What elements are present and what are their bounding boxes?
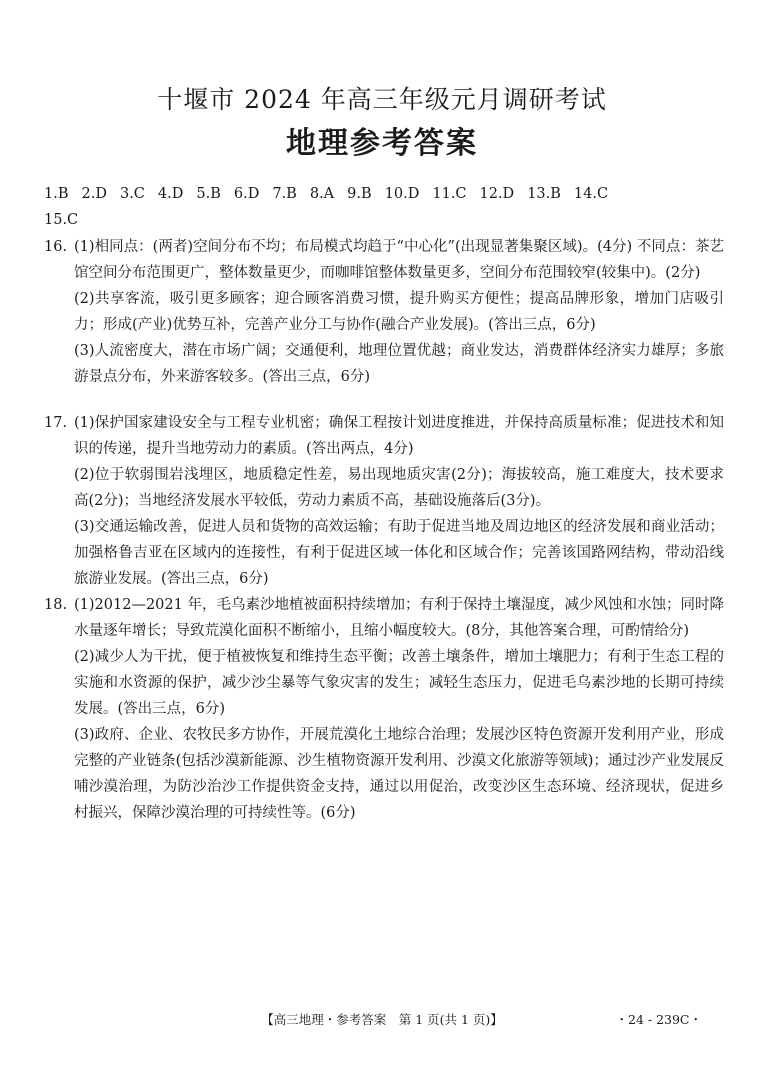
mc-answer: 13.B [527, 186, 561, 202]
mc-answer: 2.D [81, 186, 107, 202]
mc-answer: 3.C [119, 186, 145, 202]
mc-line-1 [44, 181, 621, 207]
page-subtitle: 地理参考答案 [286, 126, 478, 161]
mc-answer: 1.B [44, 186, 69, 202]
page-title: 十堰市 2024 年高三年级元月调研考试 [157, 85, 607, 114]
answer-part: (2)共享客流，吸引更多顾客；迎合顾客消费习惯，提升购买方便性；提高品牌形象，增加门店吸引力；形成(产业)优势互补，完善产业分工与协作(融合产业发展)。(答出三点，6分) [74, 291, 724, 333]
mc-answer: 9.B [347, 186, 372, 202]
question-18 [44, 592, 724, 826]
answer-part: (2)位于软弱围岩浅埋区，地质稳定性差，易出现地质灾害(2分)；海拔较高，施工难度大，技术要求高(2分)；当地经济发展水平较低，劳动力素质不高，基础设施落后(3分)。 [74, 467, 724, 509]
answer-part: (3)人流密度大，潜在市场广阔；交通便利，地理位置优越；商业发达，消费群体经济实力雄厚；多旅游景点分布，外来游客较多。(答出三点，6分) [74, 343, 724, 385]
answer-part: (1)2012—2021 年，毛乌素沙地植被面积持续增加；有利于保持土壤湿度，减少风蚀和水蚀；同时降水量逐年增长；导致荒漠化面积不断缩小，且缩小幅度较大。(8分，其他答案合理，可酌情给分) [74, 597, 724, 639]
answer-part: (3)交通运输改善，促进人员和货物的高效运输；有助于促进当地及周边地区的经济发展和商业活动；加强格鲁吉亚在区域内的连接性，有利于促进区域一体化和区域合作；完善该国路网结构，带动沿线旅游业发展。(答出三点，6分) [74, 519, 724, 587]
question-number: 16. [44, 239, 68, 255]
question-number: 17. [44, 415, 68, 431]
mc-answer: 12.D [479, 186, 515, 202]
mc-answer: 4.D [157, 186, 184, 202]
mc-line-2 [44, 207, 621, 233]
mc-answer: 10.D [384, 186, 420, 202]
answer-part: (2)减少人为干扰，便于植被恢复和维持生态平衡；改善土壤条件，增加土壤肥力；有利于生态工程的实施和水资源的保护，减少沙尘暴等气象灾害的发生；减轻生态压力，促进毛乌素沙地的长期可持续发展。(答出三点，6分) [74, 649, 724, 717]
question-17 [44, 410, 724, 592]
mc-answer: 11.C [432, 186, 467, 202]
mc-answer: 15.C [44, 212, 79, 228]
answer-part: (1)相同点：(两者)空间分布不均；布局模式均趋于“中心化”(出现显著集聚区域)。(4分) 不同点：茶艺馆空间分布范围更广，整体数量更少，而咖啡馆整体数量更多，空间分布范围较窄(较集中)。(2分) [74, 239, 724, 281]
mc-answer: 5.B [196, 186, 221, 202]
mc-answer: 7.B [272, 186, 297, 202]
question-16 [44, 234, 724, 390]
mc-answer: 14.C [573, 186, 609, 202]
footer-code: ・24 - 239C・ [615, 1012, 702, 1027]
answer-part: (1)保护国家建设安全与工程专业机密；确保工程按计划进度推进，并保持高质量标准；促进技术和知识的传递，提升当地劳动力的素质。(答出两点，4分) [74, 415, 724, 457]
answer-part: (3)政府、企业、农牧民多方协作，开展荒漠化土地综合治理；发展沙区特色资源开发利用产业，形成完整的产业链条(包括沙漠新能源、沙生植物资源开发利用、沙漠文化旅游等领域)；通过沙产业发展反哺沙漠治理，为防沙治沙工作提供资金支持，通过以用促治，改变沙区生态环境、经济现状，促进乡村振兴，保障沙漠治理的可持续性等。(6分) [74, 727, 724, 821]
footer-page-info: 【高三地理・参考答案 第 1 页(共 1 页)】 [261, 1012, 503, 1027]
multiple-choice-answers [44, 181, 621, 233]
mc-answer: 8.A [309, 186, 335, 202]
question-number: 18. [44, 597, 68, 613]
mc-answer: 6.D [233, 186, 260, 202]
